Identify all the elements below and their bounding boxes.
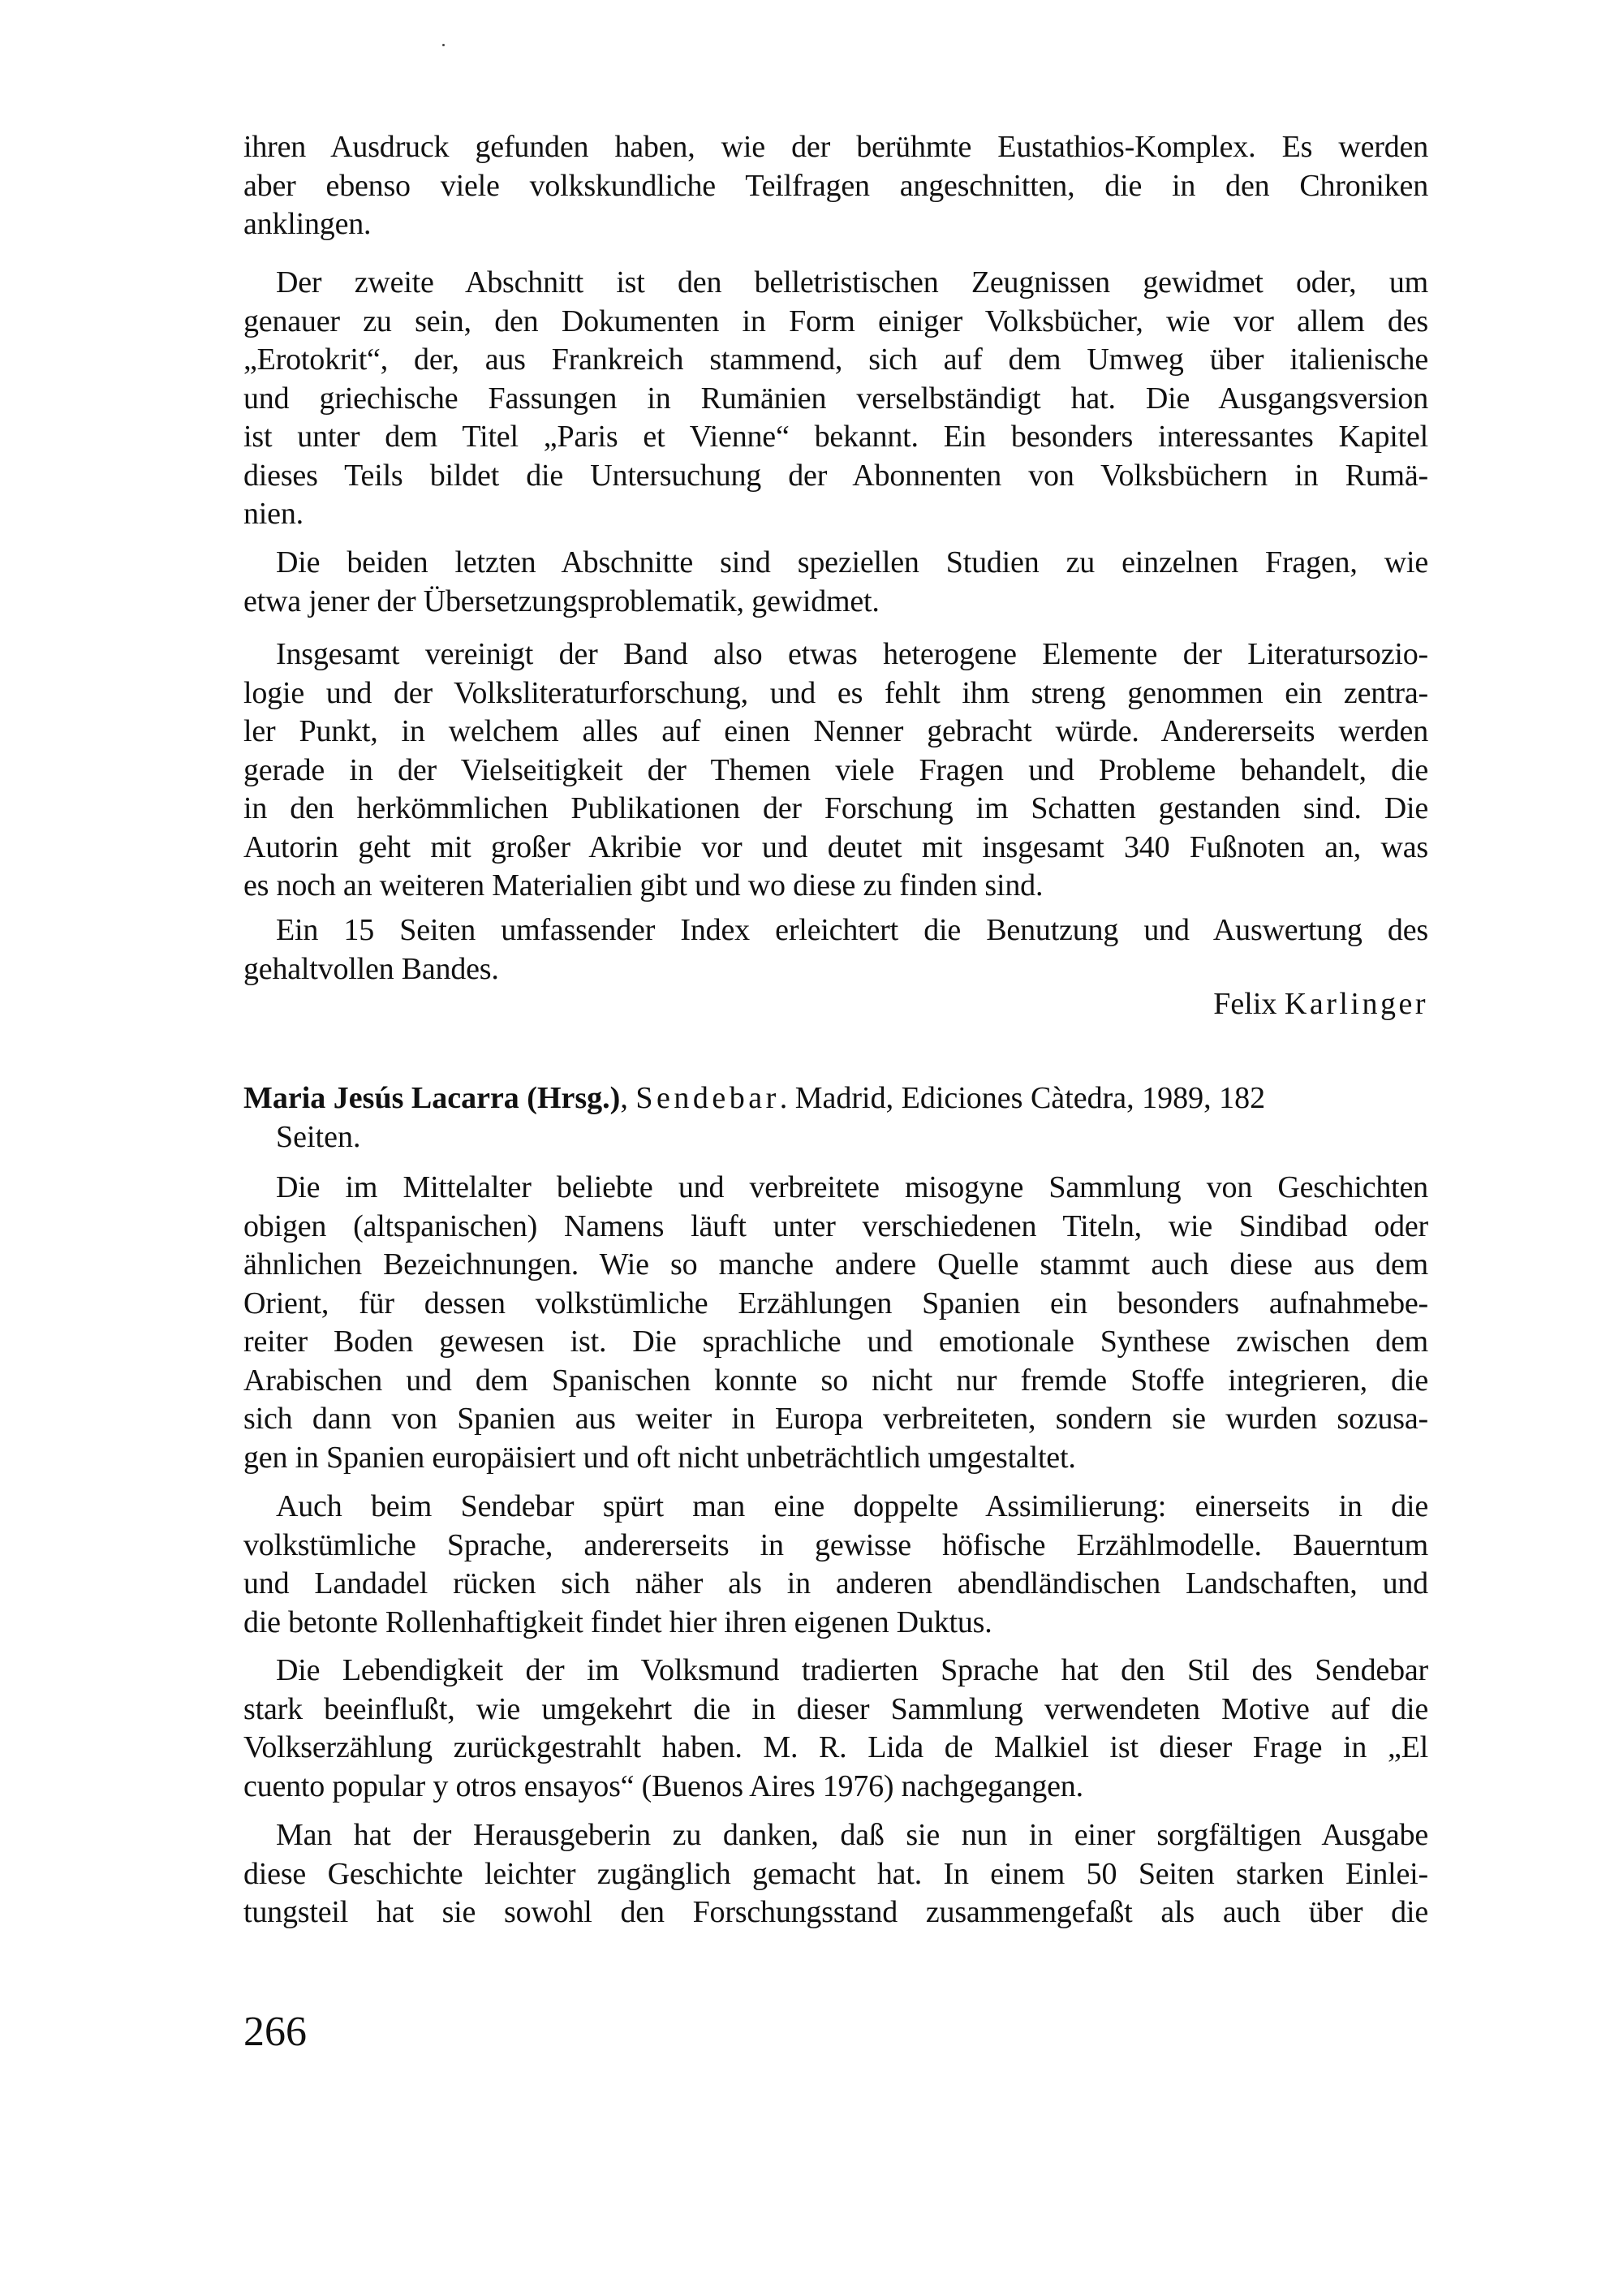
text-line: Man hat der Herausgeberin zu danken, daß sie nun in einer sorgfältigen Ausgabe <box>276 1818 1428 1852</box>
review1-paragraph-2 <box>243 264 1428 534</box>
text-line: gehaltvollen Bandes. <box>243 951 499 986</box>
review1-paragraph-1 <box>243 128 1428 244</box>
text-line: sich dann von Spanien aus weiter in Europa verbreiteten, sondern sie wurden sozusa- <box>243 1402 1428 1436</box>
text-line: Ein 15 Seiten umfassender Index erleichtert die Benutzung und Auswertung des <box>276 913 1428 947</box>
review1-paragraph-4 <box>243 635 1428 906</box>
text-line: in den herkömmlichen Publikationen der Forschung im Schatten gestanden sind. Die <box>243 791 1428 825</box>
review2-paragraph-4 <box>243 1816 1428 1932</box>
text-line: ist unter dem Titel „Paris et Vienne“ bekannt. Ein besonders interessantes Kapitel <box>243 420 1428 454</box>
reviewer-signature <box>1213 985 1428 1024</box>
publication-details: . Madrid, Ediciones Càtedra, 1989, 182 <box>779 1081 1266 1115</box>
text-line: diese Geschichte leichter zugänglich gemacht hat. In einem 50 Seiten starken Einlei- <box>243 1856 1428 1891</box>
document-page <box>243 0 1428 2296</box>
text-line: Die im Mittelalter beliebte und verbreitete misogyne Sammlung von Geschichten <box>276 1170 1428 1204</box>
review2-paragraph-3 <box>243 1652 1428 1806</box>
text-line: aber ebenso viele volkskundliche Teilfragen angeschnitten, die in den Chroniken <box>243 168 1428 203</box>
review2-paragraph-2 <box>243 1488 1428 1642</box>
review2-paragraph-1 <box>243 1169 1428 1477</box>
text-line: Die beiden letzten Abschnitte sind speziellen Studien zu einzelnen Fragen, wie <box>276 545 1428 579</box>
text-line: cuento popular y otros ensayos“ (Buenos Aires 1976) nachgegangen. <box>243 1768 1083 1803</box>
text-line: Auch beim Sendebar spürt man eine doppelte Assimilierung: einerseits in die <box>276 1489 1428 1523</box>
text-line: „Erotokrit“, der, aus Frankreich stammend, sich auf dem Umweg über italienische <box>243 342 1428 377</box>
text-line: volkstümliche Sprache, andererseits in gewisse höfische Erzählmodelle. Bauerntum <box>243 1527 1428 1562</box>
text-line: reiter Boden gewesen ist. Die sprachliche und emotionale Synthese zwischen dem <box>243 1325 1428 1359</box>
text-line: Orient, für dessen volkstümliche Erzählungen Spanien ein besonders aufnahmebe- <box>243 1286 1428 1320</box>
page-count: Seiten. <box>276 1119 361 1154</box>
text-line: gerade in der Vielseitigkeit der Themen viele Fragen und Probleme behandelt, die <box>243 752 1428 787</box>
text-line: Arabischen und dem Spanischen konnte so nicht nur fremde Stoffe integrieren, die <box>243 1363 1428 1398</box>
text-line: logie und der Volksliteraturforschung, und es fehlt ihm streng genommen ein zentra- <box>243 675 1428 710</box>
text-line: ähnlichen Bezeichnungen. Wie so manche andere Quelle stammt auch diese aus dem <box>243 1247 1428 1282</box>
text-line: Der zweite Abschnitt ist den belletristischen Zeugnissen gewidmet oder, um <box>276 265 1428 299</box>
reviewer-first-name: Felix <box>1213 987 1277 1021</box>
text-line: gen in Spanien europäisiert und oft nicht unbeträchtlich umgestaltet. <box>243 1440 1076 1475</box>
text-line: die betonte Rollenhaftigkeit findet hier ihren eigenen Duktus. <box>243 1605 992 1639</box>
text-line: anklingen. <box>243 207 372 241</box>
text-line: Autorin geht mit großer Akribie vor und deutet mit insgesamt 340 Fußnoten an, was <box>243 829 1428 864</box>
review1-paragraph-3 <box>243 544 1428 621</box>
review2-bibliographic-heading <box>243 1079 1428 1157</box>
text-line: etwa jener der Übersetzungsproblematik, gewidmet. <box>243 584 880 618</box>
text-line: dieses Teils bildet die Untersuchung der Abonnenten von Volksbüchern in Rumä- <box>243 458 1428 493</box>
text-line: stark beeinflußt, wie umgekehrt die in dieser Sammlung verwendeten Motive auf die <box>243 1691 1428 1726</box>
heading-separator: , <box>620 1081 636 1115</box>
text-line: Volkserzählung zurückgestrahlt haben. M. R. Lida de Malkiel ist dieser Frage in „El <box>243 1730 1428 1764</box>
book-editor: Maria Jesús Lacarra (Hrsg.) <box>243 1081 621 1115</box>
text-line: genauer zu sein, den Dokumenten in Form einiger Volksbücher, wie vor allem des <box>243 304 1428 338</box>
text-line: nien. <box>243 497 304 531</box>
text-line: ihren Ausdruck gefunden haben, wie der berühmte Eustathios-Komplex. Es werden <box>243 130 1428 164</box>
text-line: ler Punkt, in welchem alles auf einen Nenner gebracht würde. Andererseits werden <box>243 714 1428 748</box>
review1-paragraph-5 <box>243 911 1428 989</box>
text-line: Die Lebendigkeit der im Volksmund tradierten Sprache hat den Stil des Sendebar <box>276 1653 1428 1687</box>
page-number: 266 <box>243 2009 307 2055</box>
text-line: es noch an weiteren Materialien gibt und wo diese zu finden sind. <box>243 868 1044 902</box>
reviewer-last-name: Karlinger <box>1284 987 1428 1021</box>
text-line: tungsteil hat sie sowohl den Forschungsstand zusammengefaßt als auch über die <box>243 1895 1428 1929</box>
text-line: und griechische Fassungen in Rumänien verselbständigt hat. Die Ausgangsversion <box>243 381 1428 416</box>
text-line: obigen (altspanischen) Namens läuft unter verschiedenen Titeln, wie Sindibad oder <box>243 1208 1428 1243</box>
text-line: und Landadel rücken sich näher als in anderen abendländischen Landschaften, und <box>243 1566 1428 1600</box>
text-line: Insgesamt vereinigt der Band also etwas heterogene Elemente der Literatursozio- <box>276 637 1428 671</box>
book-title: Sendebar <box>635 1081 780 1115</box>
